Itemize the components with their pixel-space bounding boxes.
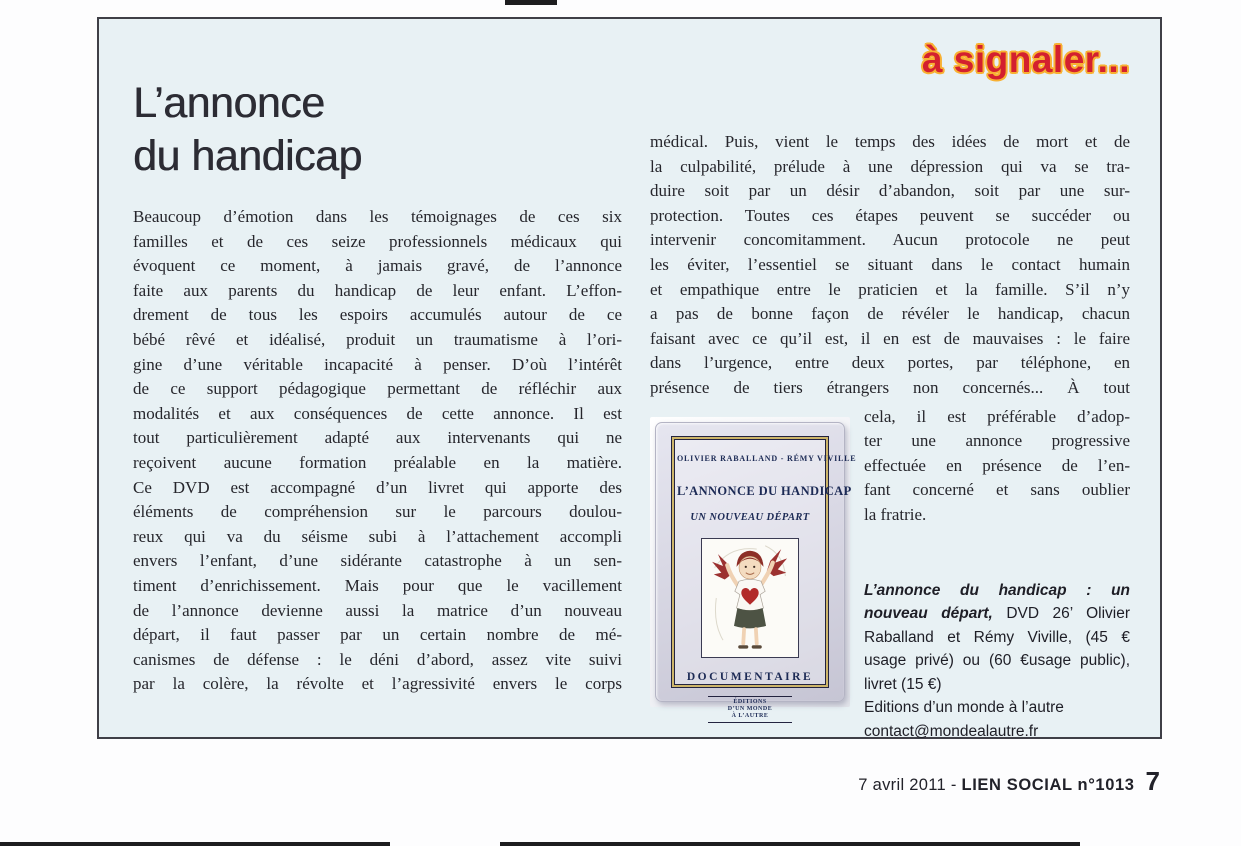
article-paragraph-wrapped: cela, il est préférable d’adop- ter une annonce progressive effectuée en présence de l’en- fant concerné et sans oublier la fratrie. [864, 406, 1130, 524]
caption-title: L’annonce du handicap : un nouveau départ, [864, 581, 1130, 622]
dvd-subtitle: UN NOUVEAU DÉPART [690, 511, 810, 523]
dvd-genre: DOCUMENTAIRE [686, 671, 814, 684]
dvd-case [655, 422, 857, 719]
dvd-title: L’ANNONCE DU HANDICAP [677, 484, 852, 499]
footer-page-number: 7 [1145, 766, 1160, 796]
dvd-cover-frame [671, 436, 857, 719]
dvd-authors: OLIVIER RABALLAND - RÉMY VIVILLE [677, 453, 857, 463]
article-title: L’annonce du handicap [133, 79, 362, 180]
dvd-publisher-logo: ÉDITIONS D’UN MONDE À L’AUTRE [708, 696, 793, 723]
scan-artifact-bottom-right [500, 842, 1080, 846]
scan-artifact-top [505, 0, 557, 5]
article-paragraph-right-top: médical. Puis, vient le temps des idées de mort et de la culpabilité, prélude à une dépression qui va se tra- duire soit par un désir d’abandon, soit par une sur- protection. Toutes ces étapes peuvent se succéder ou intervenir concomitamment. Aucun protocole ne peut les éviter, l’essentiel se situant dans le contact humain et empathique entre le praticien et la famille. S’il n’y a pas de bonne façon de révéler le handicap, chacun faisant avec ce qu’il est, il en est de mauvaises : le faire dans l’urgence, entre deux portes, par téléphone, en présence de tiers étrangers non concernés... À tout [650, 132, 1130, 397]
article-column-right [650, 130, 1130, 743]
caption-email: contact@mondealautre.fr [864, 722, 1039, 740]
right-of-cover [864, 405, 1130, 743]
dvd-cover-photo [650, 417, 857, 719]
footer-issue-info [858, 776, 1134, 795]
article-column-left: Beaucoup d’émotion dans les témoignages de ces six familles et de ces seize professionnels médicaux qui évoquent ce moment, à jamais gravé, de l’annonce faite aux parents du handicap de leur enfant. L’effon- drement de tous les espoirs accumulés autour de ce bébé rêvé et idéalisé, produit un traumatisme à l’ori- gine d’une véritable incapacité à penser. D’où l’intérêt de ce support pédagogique permettant de réfléchir aux modalités et aux conséquences de cette annonce. Il est tout particulièrement adapté aux intervenants qui ne reçoivent aucune formation préalable en la matière. Ce DVD est accompagné d’un livret qui apporte des éléments de compréhension sur le parcours doulou- reux qui va du séisme subi à l’attachement accompli envers l’enfant, d’une sidérante catastrophe à un sen- timent d’enrichissement. Mais pour que le vacillement de l’annonce devienne aussi la matrice d’un nouveau départ, il faut passer par un certain nombre de mé- canismes de défense : le déni d’abord, assez vite suivi par la colère, la révolte et l’agressivité envers le corps [133, 207, 622, 694]
caption-details: DVD 26’ Olivier Raballand et Rémy Viville, (45 € usage privé) ou (60 €usage public), livret (15 €) [864, 605, 1130, 693]
footer-journal-name: LIEN SOCIAL n°1013 [961, 776, 1135, 794]
caption-credits [864, 579, 1130, 697]
footer-date: 7 avril 2011 - [858, 776, 962, 794]
dvd-illustration [701, 538, 799, 658]
dvd-caption [864, 579, 1130, 744]
signal-heading: à signaler... [921, 39, 1130, 80]
girl-with-pigtails-illustration [702, 539, 798, 657]
page-footer [858, 766, 1160, 797]
caption-publisher: Editions d’un monde à l’autre [864, 699, 1064, 716]
cover-and-text-row [650, 405, 1130, 743]
scan-artifact-bottom-left [0, 842, 390, 846]
content-panel [97, 17, 1162, 739]
